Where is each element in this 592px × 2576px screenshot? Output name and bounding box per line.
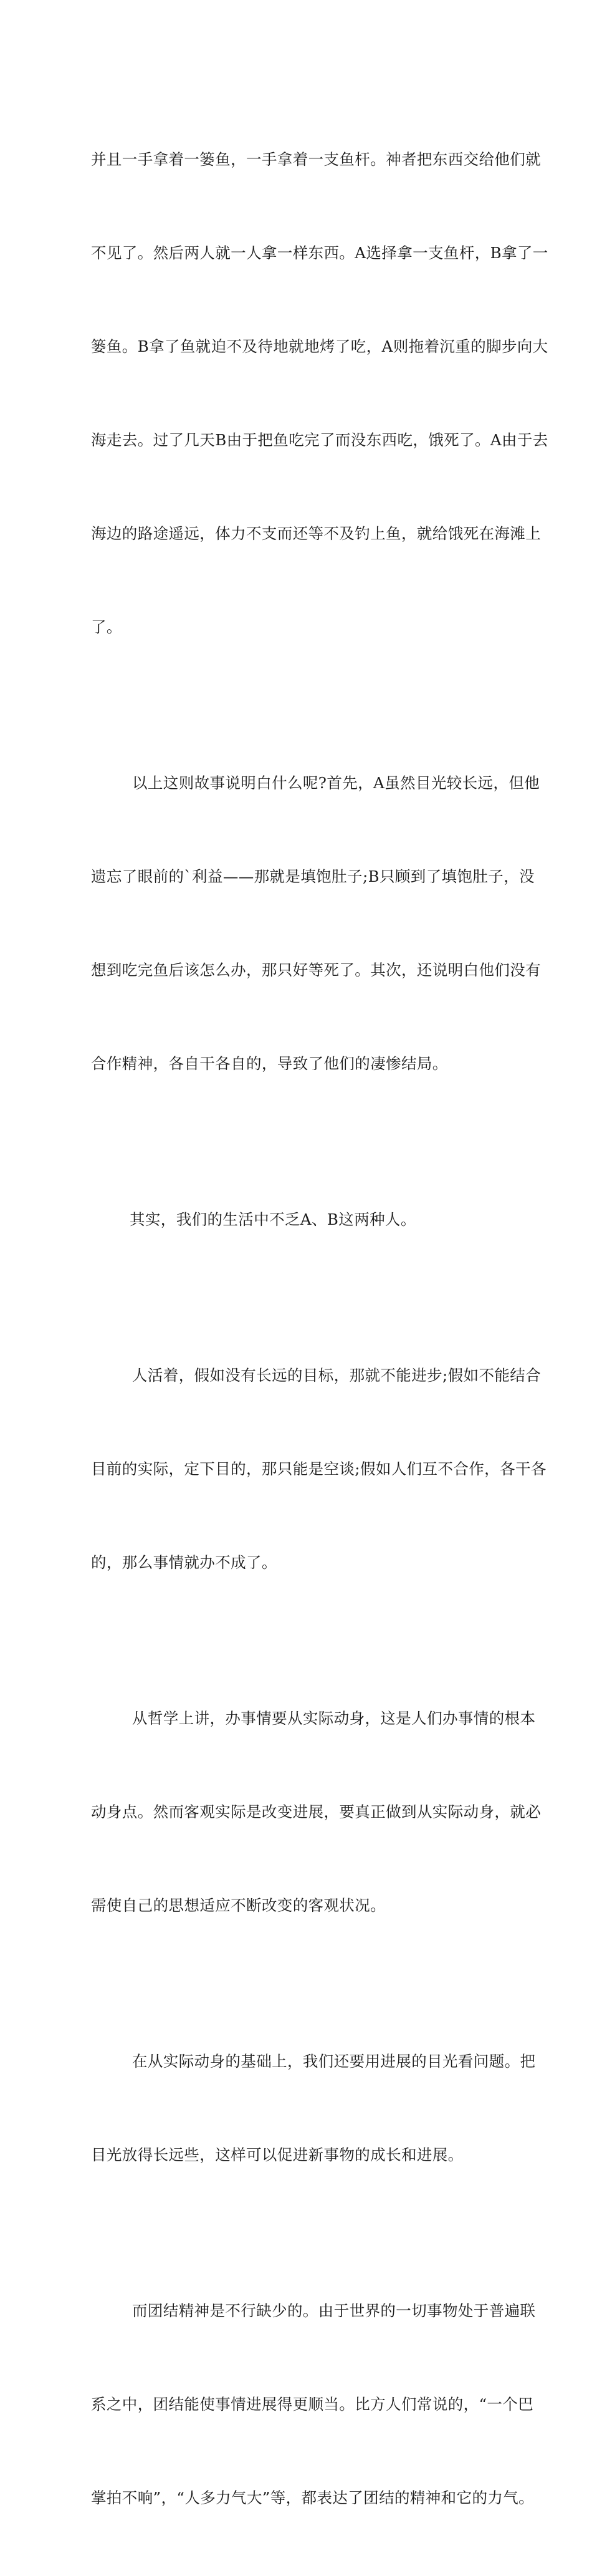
text-line: 了。 <box>91 618 122 636</box>
text-line: 从哲学上讲，办事情要从实际动身，这是人们办事情的根本 <box>132 1709 536 1727</box>
text-line: 合作精神，各自干各自的，导致了他们的凄惨结局。 <box>91 1054 448 1073</box>
text-line: 海走去。过了几天B由于把鱼吃完了而没东西吃，饿死了。A由于去 <box>91 431 548 449</box>
text-line: 想到吃完鱼后该怎么办，那只好等死了。其次，还说明白他们没有 <box>91 961 542 979</box>
text-line: 目前的实际，定下目的，那只能是空谈;假如人们互不合作，各干各 <box>91 1460 547 1478</box>
paragraph-two-kinds <box>91 1142 515 1298</box>
text-line: 需使自己的思想适应不断改变的客观状况。 <box>91 1896 386 1914</box>
text-line: 掌拍不响”，“人多力气大”等，都表达了团结的精神和它的力气。 <box>91 2489 535 2507</box>
text-line: 海边的路途遥远，体力不支而还等不及钓上鱼，就给饿死在海滩上 <box>91 524 542 543</box>
text-line: 系之中，团结能使事情进展得更顺当。比方人们常说的，“一个巴 <box>91 2395 534 2413</box>
document-body <box>91 82 548 2576</box>
paragraph-story-meaning <box>91 705 542 1142</box>
paragraph-goals <box>91 1298 547 1641</box>
text-line: 而团结精神是不行缺少的。由于世界的一切事物处于普遍联 <box>132 2302 536 2320</box>
paragraph-story-end <box>91 82 548 705</box>
text-line: 以上这则故事说明白什么呢?首先，A虽然目光较长远，但他 <box>132 774 540 792</box>
paragraph-philosophy <box>91 1641 542 1984</box>
text-line: 篓鱼。B拿了鱼就迫不及待地就地烤了吃，A则拖着沉重的脚步向大 <box>91 337 548 355</box>
text-line: 不见了。然后两人就一人拿一样东西。A选择拿一支鱼杆，B拿了一 <box>91 244 548 262</box>
text-line: 其实，我们的生活中不乏A、B这两种人。 <box>130 1210 416 1228</box>
text-line: 在从实际动身的基础上，我们还要用进展的目光看问题。把 <box>132 2052 536 2070</box>
text-line: 的，那么事情就办不成了。 <box>91 1553 277 1571</box>
paragraph-development <box>91 1984 536 2233</box>
text-line: 并且一手拿着一篓鱼，一手拿着一支鱼杆。神者把东西交给他们就 <box>91 150 542 168</box>
text-line: 动身点。然而客观实际是改变进展，要真正做到从实际动身，就必 <box>91 1803 542 1821</box>
text-line: 人活着，假如没有长远的目标，那就不能进步;假如不能结合 <box>132 1366 542 1384</box>
text-line: 目光放得长远些，这样可以促进新事物的成长和进展。 <box>91 2146 464 2164</box>
paragraph-unity <box>91 2233 536 2576</box>
text-line: 遗忘了眼前的`利益——那就是填饱肚子;B只顾到了填饱肚子，没 <box>91 867 535 885</box>
